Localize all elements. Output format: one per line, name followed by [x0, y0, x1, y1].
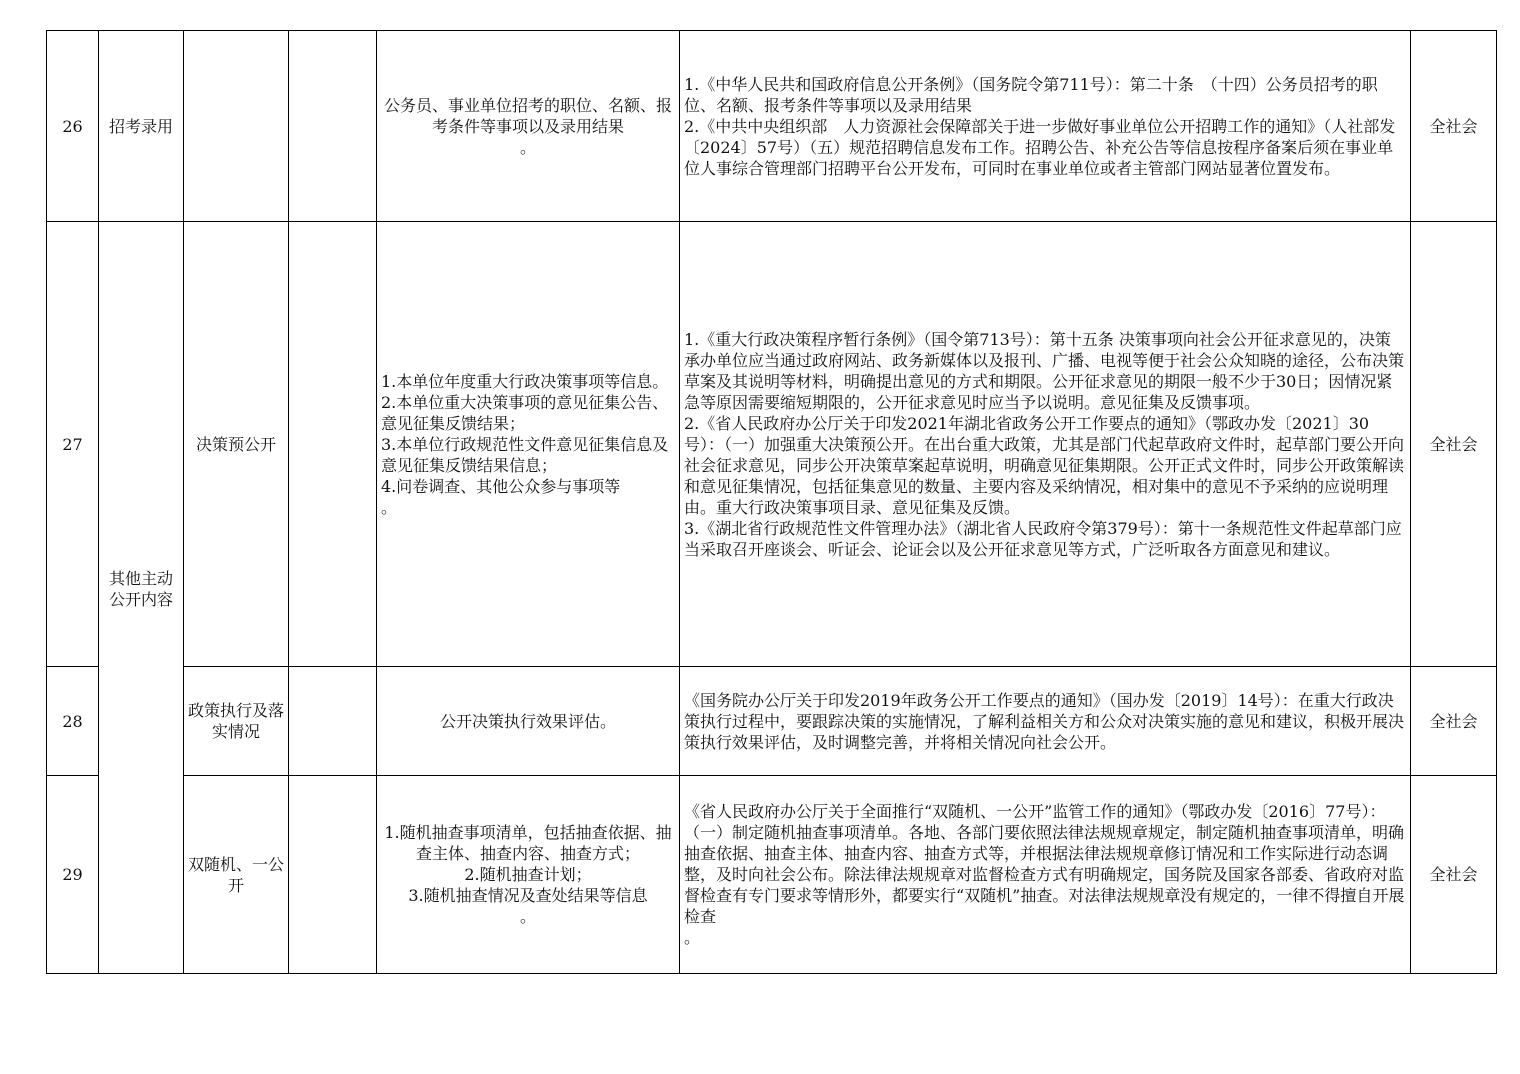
- content-cell: 1.本单位年度重大行政决策事项等信息。 2.本单位重大决策事项的意见征集公告、意见征集反馈结果； 3.本单位行政规范性文件意见征集信息及意见征集反馈结果信息； 4.问卷调查、其他公众参与事项等 。: [377, 222, 680, 667]
- table-row: [47, 667, 1497, 776]
- table-row: [47, 31, 1497, 222]
- table-row: [47, 776, 1497, 974]
- subcategory-cell: [184, 31, 289, 222]
- content-cell: 公务员、事业单位招考的职位、名额、报考条件等事项以及录用结果 。: [377, 31, 680, 222]
- basis-cell: 《国务院办公厅关于印发2019年政务公开工作要点的通知》（国办发〔2019〕14号）：在重大行政决策执行过程中，要跟踪决策的实施情况，了解利益相关方和公众对决策实施的意见和建议，积极开展决策执行效果评估，及时调整完善，并将相关情况向社会公开。: [680, 667, 1411, 776]
- scope-cell: 全社会: [1411, 31, 1497, 222]
- content-cell: 1.随机抽查事项清单，包括抽查依据、抽查主体、抽查内容、抽查方式； 2.随机抽查计划； 3.随机抽查情况及查处结果等信息 。: [377, 776, 680, 974]
- basis-cell: 《省人民政府办公厅关于全面推行“双随机、一公开”监管工作的通知》（鄂政办发〔2016〕77号）：（一）制定随机抽查事项清单。各地、各部门要依照法律法规规章规定，制定随机抽查事项清单，明确抽查依据、抽查主体、抽查内容、抽查方式等，并根据法律法规规章修订情况和工作实际进行动态调整，及时向社会公布。除法律法规规章对监督检查方式有明确规定，国务院及国家各部委、省政府对监督检查有专门要求等情形外，都要实行“双随机”抽查。对法律法规规章没有规定的，一律不得擅自开展检查 。: [680, 776, 1411, 974]
- row-number: 26: [47, 31, 99, 222]
- content-cell: 公开决策执行效果评估。: [377, 667, 680, 776]
- row-number: 27: [47, 222, 99, 667]
- blank-cell: [289, 31, 377, 222]
- row-number: 28: [47, 667, 99, 776]
- scope-cell: 全社会: [1411, 222, 1497, 667]
- basis-cell: 1.《中华人民共和国政府信息公开条例》（国务院令第711号）：第二十条 （十四）公务员招考的职位、名额、报考条件等事项以及录用结果 2.《中共中央组织部 人力资源社会保障部关于进一步做好事业单位公开招聘工作的通知》（人社部发〔2024〕57号）（五）规范招聘信息发布工作。招聘公告、补充公告等信息按程序备案后须在事业单位人事综合管理部门招聘平台公开发布，可同时在事业单位或者主管部门网站显著位置发布。: [680, 31, 1411, 222]
- basis-cell: 1.《重大行政决策程序暂行条例》（国令第713号）：第十五条 决策事项向社会公开征求意见的，决策承办单位应当通过政府网站、政务新媒体以及报刊、广播、电视等便于社会公众知晓的途径，公布决策草案及其说明等材料，明确提出意见的方式和期限。公开征求意见的期限一般不少于30日；因情况紧急等原因需要缩短期限的，公开征求意见时应当予以说明。意见征集及反馈事项。 2.《省人民政府办公厅关于印发2021年湖北省政务公开工作要点的通知》（鄂政办发〔2021〕30号）：（一）加强重大决策预公开。在出台重大政策，尤其是部门代起草政府文件时，起草部门要公开向社会征求意见，同步公开决策草案起草说明，明确意见征集期限。公开正式文件时，同步公开政策解读和意见征集情况，包括征集意见的数量、主要内容及采纳情况，相对集中的意见不予采纳的应说明理由。重大行政决策事项目录、意见征集及反馈。 3.《湖北省行政规范性文件管理办法》（湖北省人民政府令第379号）：第十一条规范性文件起草部门应当采取召开座谈会、听证会、论证会以及公开征求意见等方式，广泛听取各方面意见和建议。: [680, 222, 1411, 667]
- blank-cell: [289, 776, 377, 974]
- category-cell: 招考录用: [99, 31, 184, 222]
- disclosure-table: [46, 30, 1497, 974]
- subcategory-cell: 决策预公开: [184, 222, 289, 667]
- subcategory-cell: 政策执行及落实情况: [184, 667, 289, 776]
- row-number: 29: [47, 776, 99, 974]
- scope-cell: 全社会: [1411, 776, 1497, 974]
- table-row: [47, 222, 1497, 667]
- scope-cell: 全社会: [1411, 667, 1497, 776]
- blank-cell: [289, 222, 377, 667]
- merged-category-cell: 其他主动公开内容: [99, 222, 184, 974]
- blank-cell: [289, 667, 377, 776]
- subcategory-cell: 双随机、一公开: [184, 776, 289, 974]
